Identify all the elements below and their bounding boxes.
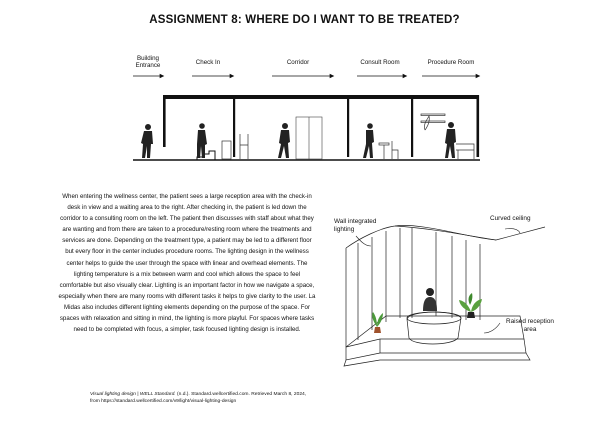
person-consult: [363, 123, 374, 158]
page-title: ASSIGNMENT 8: WHERE DO I WANT TO BE TREATED?: [149, 14, 460, 26]
stage-corridor: Corridor: [286, 59, 310, 66]
receptionist: [423, 288, 437, 311]
stage-building-entrance: Building Entrance: [135, 55, 161, 69]
raised-platform: [346, 316, 524, 347]
citation: [90, 391, 310, 405]
citation-rest: (n.d.). Standard.wellcertified.com. Retrieved March 8, 2024, from https://standard.wellcertified.com/v9/light/visual-lighting-design: [90, 392, 307, 404]
plant-left: [372, 312, 383, 333]
annotation-wall-lighting: Wall integrated lighting: [334, 218, 377, 233]
person-corridor: [278, 123, 290, 158]
people: [141, 122, 456, 158]
person-checkin-staff: [197, 123, 207, 158]
floor-line: [133, 151, 479, 160]
stage-check-in: Check In: [195, 59, 221, 66]
person-procedure: [445, 122, 456, 158]
annotation-raised-reception: Raised reception area: [506, 318, 554, 333]
person-entrance: [141, 124, 153, 158]
corridor-doors: [296, 117, 322, 159]
annotation-curved-ceiling: Curved ceiling: [490, 215, 531, 222]
description-paragraph: When entering the wellness center, the patient sees a large reception area with the check-in desk in view and a waiting area to the right. After checking in, the patient is led down the corridor to a consulting room on the left. The patient then discusses with staff about what they are wanting and from there are taken to a procedure/resting room where the treatments and services are done. Depending on the treatment type, a patient may be led to a different floor but every floor in the center includes procedure rooms. The lighting design in the wellness center helps to guide the user through the space with linear and overhead elements. The lighting temperature is a mix between warm and cool which allows the space to feel comfortable but also visually clear. Lighting is an important factor in how we navigate a space, especially when there are many rooms with different tasks it helps to give clarity to the user. La Midas also includes different lighting elements depending on the purpose of the space. For spaces with relaxation and sitting in mind, the lighting is more playful. For spaces where tasks need to be completed with focus, a simpler, task focused lighting design is installed.: [58, 193, 316, 334]
citation-title: Visual lighting design | WELL Standard.: [90, 392, 176, 397]
stage-consult-room: Consult Room: [360, 59, 400, 66]
walls: [163, 95, 479, 157]
plant-right: [459, 293, 482, 318]
stage-arrows: [133, 74, 480, 77]
reception-perspective: [344, 225, 545, 366]
stage-procedure-room: Procedure Room: [427, 59, 475, 66]
roof-slab: [163, 95, 479, 99]
